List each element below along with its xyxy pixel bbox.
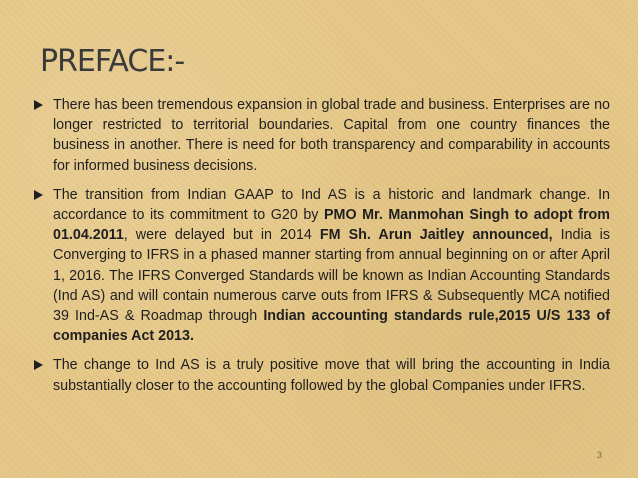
bullet-text-bold: PMO Mr. Manmohan Singh to adopt from 01.04.2011 — [53, 207, 610, 244]
bullet-text: The transition from Indian GAAP to Ind AS is a historic and landmark change. In accordance to its commitment to G20 by — [53, 186, 610, 224]
page-number: 3 — [596, 450, 602, 460]
bullet-text-bold: FM Sh. Arun Jaitley announced, — [319, 227, 553, 244]
bullet-text: The change to Ind AS is a truly positive move that will bring the accounting in India substantially closer to the accounting followed by the global Companies under IFRS. — [53, 357, 610, 394]
arrow-bullet-icon — [34, 360, 43, 370]
bullet-item — [34, 185, 610, 347]
arrow-bullet-icon — [34, 190, 43, 200]
bullet-text-bold: Indian accounting standards rule,2015 U/S 133 of companies Act 2013. — [53, 308, 610, 345]
bullet-text: There has been tremendous expansion in global trade and business. Enterprises are no longer restricted to territorial boundaries. Capital from one country finances the business in another. There is need for both transparency and comparability in accounts for informed business decisions. — [53, 97, 610, 174]
slide-title: PREFACE:- — [40, 44, 185, 79]
bullet-list — [34, 95, 610, 405]
bullet-item — [34, 355, 610, 395]
bullet-text: , were delayed but in 2014 — [123, 227, 320, 244]
bullet-item — [34, 95, 610, 176]
arrow-bullet-icon — [34, 100, 43, 110]
bullet-text: India is Converging to IFRS in a phased manner starting from annual beginning on or after April 1, 2016. The IFRS Converged Standards will be known as Indian Accounting Standards (Ind AS) and will contain numerous carve outs from IFRS & Subsequently MCA notified 39 Ind-AS & Roadmap through — [53, 227, 610, 325]
